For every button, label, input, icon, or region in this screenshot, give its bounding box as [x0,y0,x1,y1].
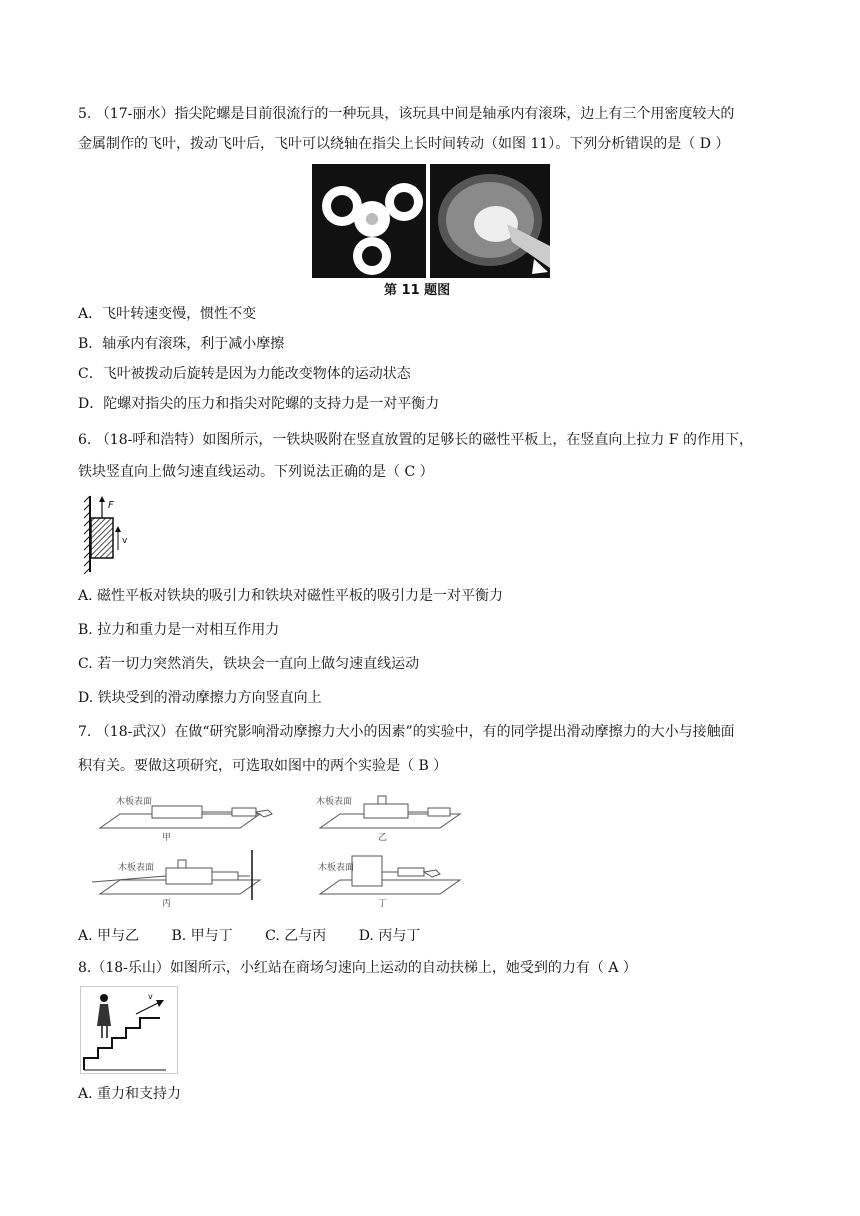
q6-text-line2: 铁块竖直向上做匀速直线运动。下列说法正确的是（ C ） [78,464,434,480]
q7-surface-label-2: 木板表面 [316,797,353,807]
q6-option-b: B. 拉力和重力是一对相互作用力 [78,622,280,638]
q7-text-line1: 7. （18-武汉）在做“研究影响滑动摩擦力大小的因素”的实验中，有的同学提出滑动摩擦力的大小与接触面 [78,724,735,740]
q6-option-d: D. 铁块受到的滑动摩擦力方向竖直向上 [78,690,322,706]
q5-option-d: D．陀螺对指尖的压力和指尖对陀螺的支持力是一对平衡力 [78,396,440,412]
q6-figure-label-v: v [122,536,128,546]
q8-figure-label-v: v [148,992,153,1001]
q6-text-line1: 6. （18-呼和浩特）如图所示，一铁块吸附在竖直放置的足够长的磁性平板上，在竖直向上拉力 F 的作用下， [78,432,753,448]
q8-figure-escalator [80,986,178,1074]
q5-option-b: B．轴承内有滚珠，利于减小摩擦 [78,336,285,352]
q7-option-b: B. 甲与丁 [171,928,233,944]
q7-option-c: C. 乙与丙 [265,928,327,944]
q6-figure-magnet-board [84,494,144,574]
q5-figure-fidget-spinner [312,164,550,299]
q5-text-line2: 金属制作的飞叶，拨动飞叶后，飞叶可以绕轴在指尖上长时间转动（如图 11）。下列分析错误的是（ D ） [78,136,730,152]
q5-figure-caption: 第 11 题图 [384,283,451,298]
q6-option-c: C. 若一切力突然消失，铁块会一直向上做匀速直线运动 [78,656,420,672]
q5-option-c: C．飞叶被拨动后旋转是因为力能改变物体的运动状态 [78,366,411,382]
q7-option-d: D. 丙与丁 [358,928,421,944]
q7-surface-label-3: 木板表面 [118,863,155,873]
q8-text-line1: 8.（18-乐山）如图所示，小红站在商场匀速向上运动的自动扶梯上，她受到的力有（ A ） [78,960,637,976]
q7-label-ding: 丁 [378,899,388,909]
q7-text-line2: 积有关。要做这项研究，可选取如图中的两个实验是（ B ） [78,758,448,774]
q8-option-a: A. 重力和支持力 [78,1086,182,1102]
q7-figure-friction-experiments [82,790,462,916]
q7-options-row [78,926,448,946]
q6-figure-label-f: F [108,500,114,511]
q7-label-jia: 甲 [162,833,172,843]
q7-surface-label-1: 木板表面 [116,797,153,807]
q7-option-a: A. 甲与乙 [78,928,140,944]
q7-label-bing: 丙 [162,899,172,909]
q7-surface-label-4: 木板表面 [318,863,355,873]
q5-text-line1: 5. （17-丽水）指尖陀螺是目前很流行的一种玩具，该玩具中间是轴承内有滚珠，边上有三个用密度较大的 [78,106,735,122]
q7-label-yi: 乙 [378,833,388,843]
q6-option-a: A. 磁性平板对铁块的吸引力和铁块对磁性平板的吸引力是一对平衡力 [78,588,504,604]
q5-option-a: A．飞叶转速变慢，惯性不变 [78,306,257,322]
